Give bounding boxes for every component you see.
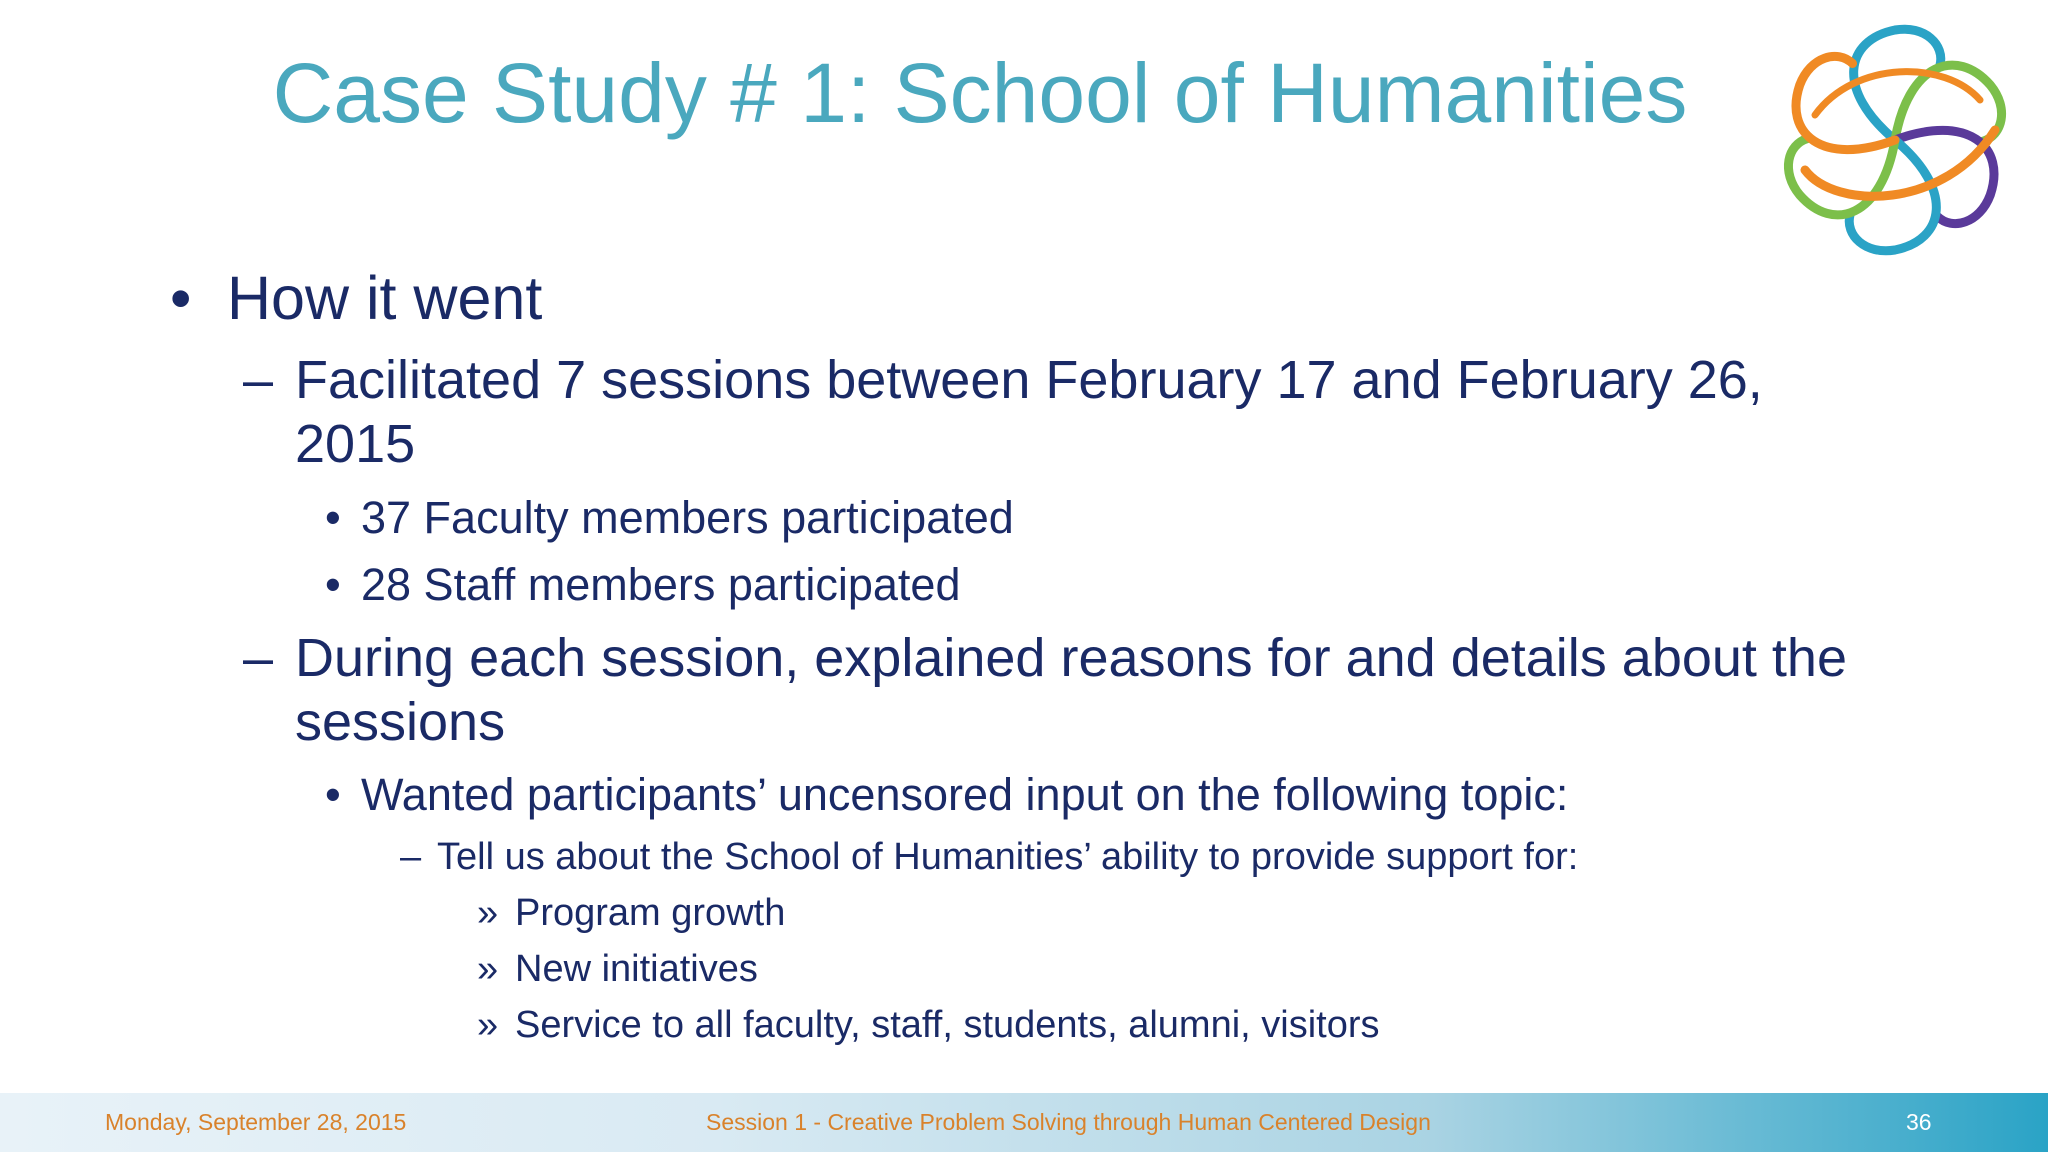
topic-item-text: New initiatives bbox=[515, 948, 758, 990]
subitem-line1: During each session, explained reasons for and details about the bbox=[295, 628, 1847, 688]
bullet-text: How it went bbox=[227, 264, 543, 332]
dash-marker: – bbox=[400, 836, 422, 878]
list-item-text: 37 Faculty members participated bbox=[361, 492, 1014, 543]
bullet-marker: • bbox=[170, 264, 192, 332]
bullet-marker: • bbox=[325, 559, 341, 610]
footer-date: Monday, September 28, 2015 bbox=[105, 1109, 407, 1135]
subitem-during-line2: sessions bbox=[295, 692, 506, 752]
subitem-facilitated-line2: 2015 bbox=[295, 414, 416, 474]
list-item-text: 28 Staff members participated bbox=[361, 559, 961, 610]
subitem-line1: Facilitated 7 sessions between February 17 and February 26, bbox=[295, 350, 1763, 410]
topic-item-text: Program growth bbox=[515, 892, 786, 934]
chevron-marker: » bbox=[477, 892, 499, 934]
bullet-marker: • bbox=[325, 492, 341, 543]
slide-title: Case Study # 1: School of Humanities bbox=[272, 46, 1688, 140]
chevron-marker: » bbox=[477, 1004, 499, 1046]
topic-prompt-text: Tell us about the School of Humanities’ ability to provide support for: bbox=[437, 836, 1579, 878]
chevron-marker: » bbox=[477, 948, 499, 990]
footer-session-title: Session 1 - Creative Problem Solving through Human Centered Design bbox=[706, 1109, 1431, 1135]
page-number: 36 bbox=[1906, 1109, 1932, 1135]
bullet-marker: • bbox=[325, 769, 341, 820]
topic-item-text: Service to all faculty, staff, students, alumni, visitors bbox=[515, 1004, 1380, 1046]
slide-footer bbox=[0, 1093, 2048, 1152]
dash-marker: – bbox=[243, 628, 274, 688]
dash-marker: – bbox=[243, 350, 274, 410]
list-item-text: Wanted participants’ uncensored input on the following topic: bbox=[361, 769, 1569, 820]
